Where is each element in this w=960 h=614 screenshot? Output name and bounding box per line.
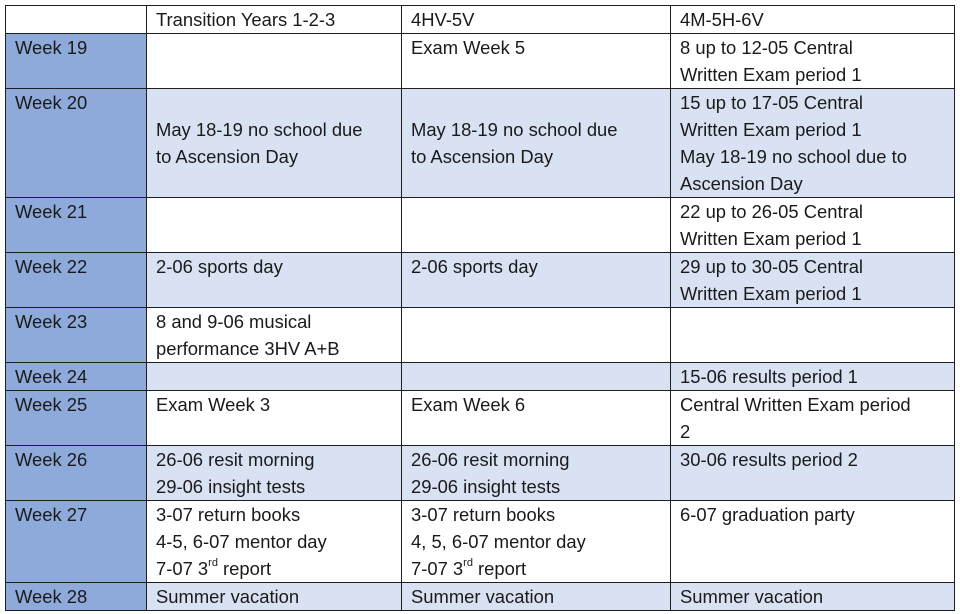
report-text: report bbox=[217, 558, 272, 579]
header-transition-years: Transition Years 1-2-3 bbox=[147, 6, 402, 34]
cell-line: 2 bbox=[680, 421, 691, 442]
cell-line: Summer vacation bbox=[156, 586, 300, 607]
cell-line: Written Exam period 1 bbox=[680, 283, 862, 304]
week-label: Week 21 bbox=[6, 198, 147, 253]
table-row bbox=[6, 446, 955, 501]
cell-line: 22 up to 26-05 Central bbox=[680, 201, 864, 222]
cell-4hv bbox=[402, 391, 671, 446]
cell-line: Exam Week 5 bbox=[411, 37, 526, 58]
cell-line: 4, 5, 6-07 mentor day bbox=[411, 531, 586, 552]
cell-transition bbox=[147, 363, 402, 391]
table-row bbox=[6, 308, 955, 363]
table-row bbox=[6, 363, 955, 391]
cell-4m bbox=[671, 446, 955, 501]
cell-4hv bbox=[402, 253, 671, 308]
header-corner bbox=[6, 6, 147, 34]
cell-transition bbox=[147, 583, 402, 611]
cell-4m bbox=[671, 253, 955, 308]
cell-line: 29-06 insight tests bbox=[411, 476, 561, 497]
cell-4hv bbox=[402, 501, 671, 583]
week-label: Week 28 bbox=[6, 583, 147, 611]
cell-line: 2-06 sports day bbox=[156, 256, 283, 277]
cell-line: 26-06 resit morning bbox=[156, 449, 315, 470]
week-label: Week 19 bbox=[6, 34, 147, 89]
cell-4hv bbox=[402, 308, 671, 363]
cell-4hv bbox=[402, 34, 671, 89]
table-row bbox=[6, 34, 955, 89]
cell-line: 15-06 results period 1 bbox=[680, 366, 858, 387]
cell-line: Exam Week 3 bbox=[156, 394, 271, 415]
cell-line: 29-06 insight tests bbox=[156, 476, 306, 497]
cell-line: 15 up to 17-05 Central bbox=[680, 92, 864, 113]
cell-transition bbox=[147, 308, 402, 363]
cell-4hv bbox=[402, 446, 671, 501]
cell-line: May 18-19 no school due to bbox=[680, 146, 907, 167]
cell-transition bbox=[147, 253, 402, 308]
cell-line: Summer vacation bbox=[680, 586, 824, 607]
cell-line: Summer vacation bbox=[411, 586, 555, 607]
cell-line: May 18-19 no school due bbox=[156, 119, 363, 140]
cell-line: Written Exam period 1 bbox=[680, 64, 862, 85]
ordinal-suffix: rd bbox=[463, 556, 473, 569]
cell-line: May 18-19 no school due bbox=[411, 119, 618, 140]
header-row bbox=[6, 6, 955, 34]
cell-4m bbox=[671, 583, 955, 611]
week-label: Week 22 bbox=[6, 253, 147, 308]
week-label: Week 24 bbox=[6, 363, 147, 391]
cell-line: 6-07 graduation party bbox=[680, 504, 855, 525]
cell-line: 3-07 return books bbox=[156, 504, 301, 525]
cell-line: performance 3HV A+B bbox=[156, 338, 340, 359]
cell-line: to Ascension Day bbox=[411, 146, 554, 167]
cell-line: Written Exam period 1 bbox=[680, 119, 862, 140]
week-label: Week 27 bbox=[6, 501, 147, 583]
cell-4hv bbox=[402, 583, 671, 611]
report-text: report bbox=[472, 558, 527, 579]
cell-transition bbox=[147, 446, 402, 501]
cell-line: Written Exam period 1 bbox=[680, 228, 862, 249]
cell-4m bbox=[671, 363, 955, 391]
cell-line: to Ascension Day bbox=[156, 146, 299, 167]
header-4m-5h-6v: 4M-5H-6V bbox=[671, 6, 955, 34]
cell-4hv bbox=[402, 363, 671, 391]
cell-line: 26-06 resit morning bbox=[411, 449, 570, 470]
cell-line: Central Written Exam period bbox=[680, 394, 911, 415]
cell-transition bbox=[147, 89, 402, 198]
header-4hv-5v: 4HV-5V bbox=[402, 6, 671, 34]
cell-line: 3-07 return books bbox=[411, 504, 556, 525]
report-text: 7-07 3 bbox=[411, 558, 464, 579]
table-row bbox=[6, 583, 955, 611]
table-row bbox=[6, 198, 955, 253]
cell-4m bbox=[671, 198, 955, 253]
cell-4m bbox=[671, 391, 955, 446]
report-line bbox=[411, 555, 670, 582]
table-row bbox=[6, 391, 955, 446]
week-label: Week 20 bbox=[6, 89, 147, 198]
ordinal-suffix: rd bbox=[208, 556, 218, 569]
cell-line: 4-5, 6-07 mentor day bbox=[156, 531, 327, 552]
table-row bbox=[6, 89, 955, 198]
cell-line: 2-06 sports day bbox=[411, 256, 538, 277]
cell-4m bbox=[671, 34, 955, 89]
cell-4m bbox=[671, 89, 955, 198]
cell-transition bbox=[147, 391, 402, 446]
cell-transition bbox=[147, 198, 402, 253]
week-label: Week 25 bbox=[6, 391, 147, 446]
table-row bbox=[6, 253, 955, 308]
cell-transition bbox=[147, 501, 402, 583]
cell-line: 30-06 results period 2 bbox=[680, 449, 858, 470]
cell-line: 8 up to 12-05 Central bbox=[680, 37, 853, 58]
cell-4m bbox=[671, 501, 955, 583]
week-label: Week 26 bbox=[6, 446, 147, 501]
report-text: 7-07 3 bbox=[156, 558, 209, 579]
cell-line: Ascension Day bbox=[680, 173, 803, 194]
report-line bbox=[156, 555, 401, 582]
cell-line: 29 up to 30-05 Central bbox=[680, 256, 864, 277]
cell-line: 8 and 9-06 musical bbox=[156, 311, 312, 332]
cell-4hv bbox=[402, 198, 671, 253]
table-row bbox=[6, 501, 955, 583]
cell-4m bbox=[671, 308, 955, 363]
schedule-table bbox=[5, 5, 955, 611]
week-label: Week 23 bbox=[6, 308, 147, 363]
cell-4hv bbox=[402, 89, 671, 198]
cell-transition bbox=[147, 34, 402, 89]
cell-line: Exam Week 6 bbox=[411, 394, 526, 415]
